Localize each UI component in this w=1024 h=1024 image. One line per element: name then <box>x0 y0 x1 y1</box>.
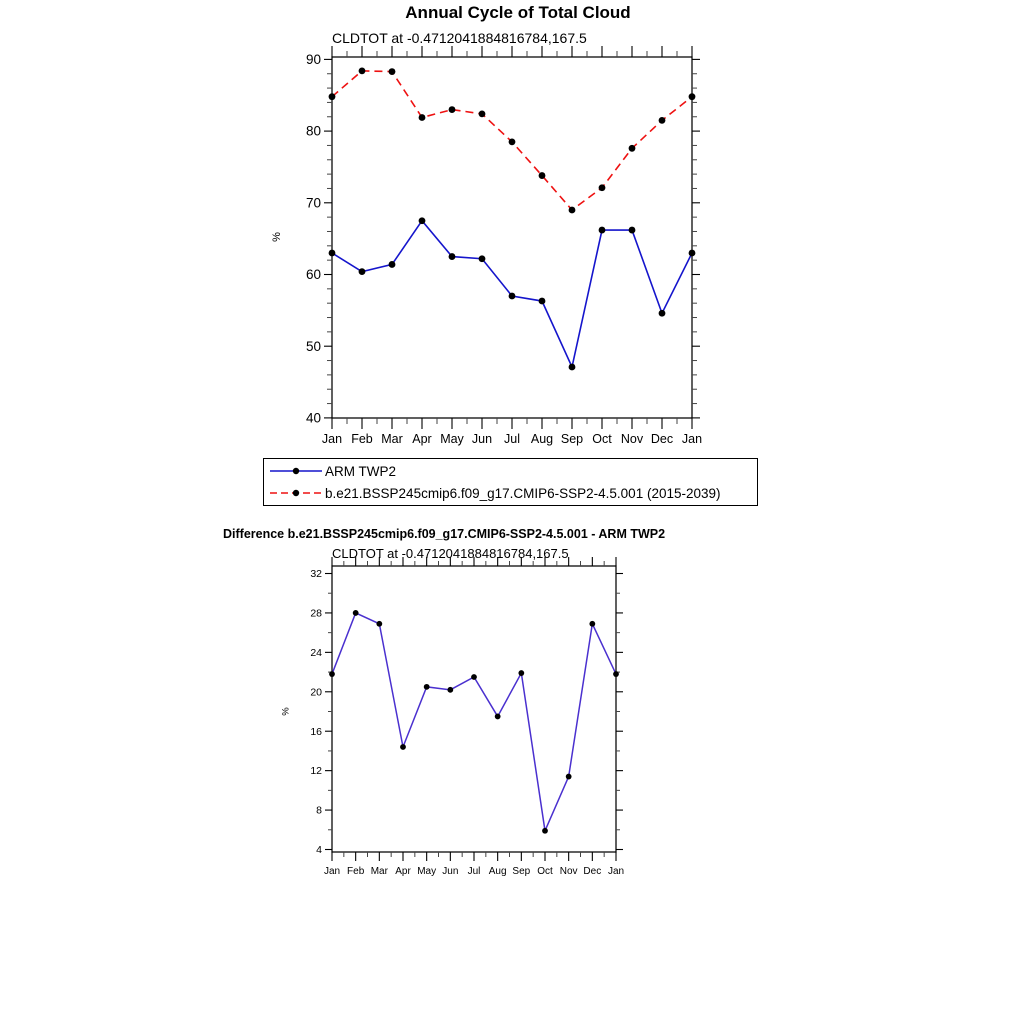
svg-text:Aug: Aug <box>488 866 507 877</box>
legend-box <box>263 458 758 506</box>
dashed-red-line-with-marker-icon <box>269 487 323 499</box>
svg-text:Sep: Sep <box>560 432 584 446</box>
svg-text:Mar: Mar <box>381 432 403 446</box>
svg-text:28: 28 <box>310 607 322 620</box>
svg-text:8: 8 <box>316 804 322 817</box>
annual-cycle-y-axis-label: % <box>270 232 283 242</box>
svg-text:Sep: Sep <box>512 866 531 877</box>
svg-text:Oct: Oct <box>592 432 612 446</box>
svg-text:70: 70 <box>305 195 321 211</box>
svg-text:32: 32 <box>310 568 322 581</box>
svg-text:50: 50 <box>305 338 321 354</box>
page-title: Annual Cycle of Total Cloud <box>405 3 631 22</box>
svg-text:Mar: Mar <box>370 866 388 877</box>
svg-text:Nov: Nov <box>620 432 644 446</box>
svg-text:Jun: Jun <box>442 866 459 877</box>
svg-text:60: 60 <box>305 267 321 283</box>
svg-text:Dec: Dec <box>583 866 602 877</box>
svg-text:Jan: Jan <box>321 432 343 446</box>
svg-text:Jul: Jul <box>504 432 520 446</box>
svg-text:Apr: Apr <box>395 866 411 877</box>
legend-item-model <box>264 482 757 504</box>
svg-text:Oct: Oct <box>537 866 553 877</box>
svg-text:12: 12 <box>310 765 322 778</box>
difference-y-axis-label: % <box>280 707 292 716</box>
svg-text:Feb: Feb <box>347 866 365 877</box>
svg-text:Jun: Jun <box>471 432 493 446</box>
svg-text:4: 4 <box>316 844 322 857</box>
legend-label-model: b.e21.BSSP245cmip6.f09_g17.CMIP6-SSP2-4.5.001 (2015-2039) <box>325 485 721 501</box>
svg-text:16: 16 <box>310 725 322 738</box>
svg-text:Feb: Feb <box>351 432 373 446</box>
legend-item-arm-twp2 <box>264 460 757 482</box>
difference-subtitle: CLDTOT at -0.4712041884816784,167.5 <box>332 546 569 561</box>
svg-text:80: 80 <box>305 123 321 139</box>
svg-text:20: 20 <box>310 686 322 699</box>
difference-title: Difference b.e21.BSSP245cmip6.f09_g17.CMIP6-SSP2-4.5.001 - ARM TWP2 <box>223 527 666 541</box>
svg-text:Jan: Jan <box>607 866 625 877</box>
legend-label-arm-twp2: ARM TWP2 <box>325 463 397 479</box>
svg-text:May: May <box>440 432 464 446</box>
svg-text:Nov: Nov <box>559 866 578 877</box>
svg-text:Jan: Jan <box>323 866 341 877</box>
svg-text:90: 90 <box>305 51 321 67</box>
svg-text:Jan: Jan <box>681 432 703 446</box>
svg-text:May: May <box>417 866 437 877</box>
svg-text:40: 40 <box>305 410 321 426</box>
solid-blue-line-with-marker-icon <box>269 465 323 477</box>
svg-text:Dec: Dec <box>650 432 674 446</box>
svg-text:Apr: Apr <box>412 432 432 446</box>
svg-text:Aug: Aug <box>530 432 554 446</box>
annual-cycle-subtitle: CLDTOT at -0.4712041884816784,167.5 <box>332 30 587 46</box>
svg-text:Jul: Jul <box>467 866 481 877</box>
svg-text:24: 24 <box>310 646 322 659</box>
